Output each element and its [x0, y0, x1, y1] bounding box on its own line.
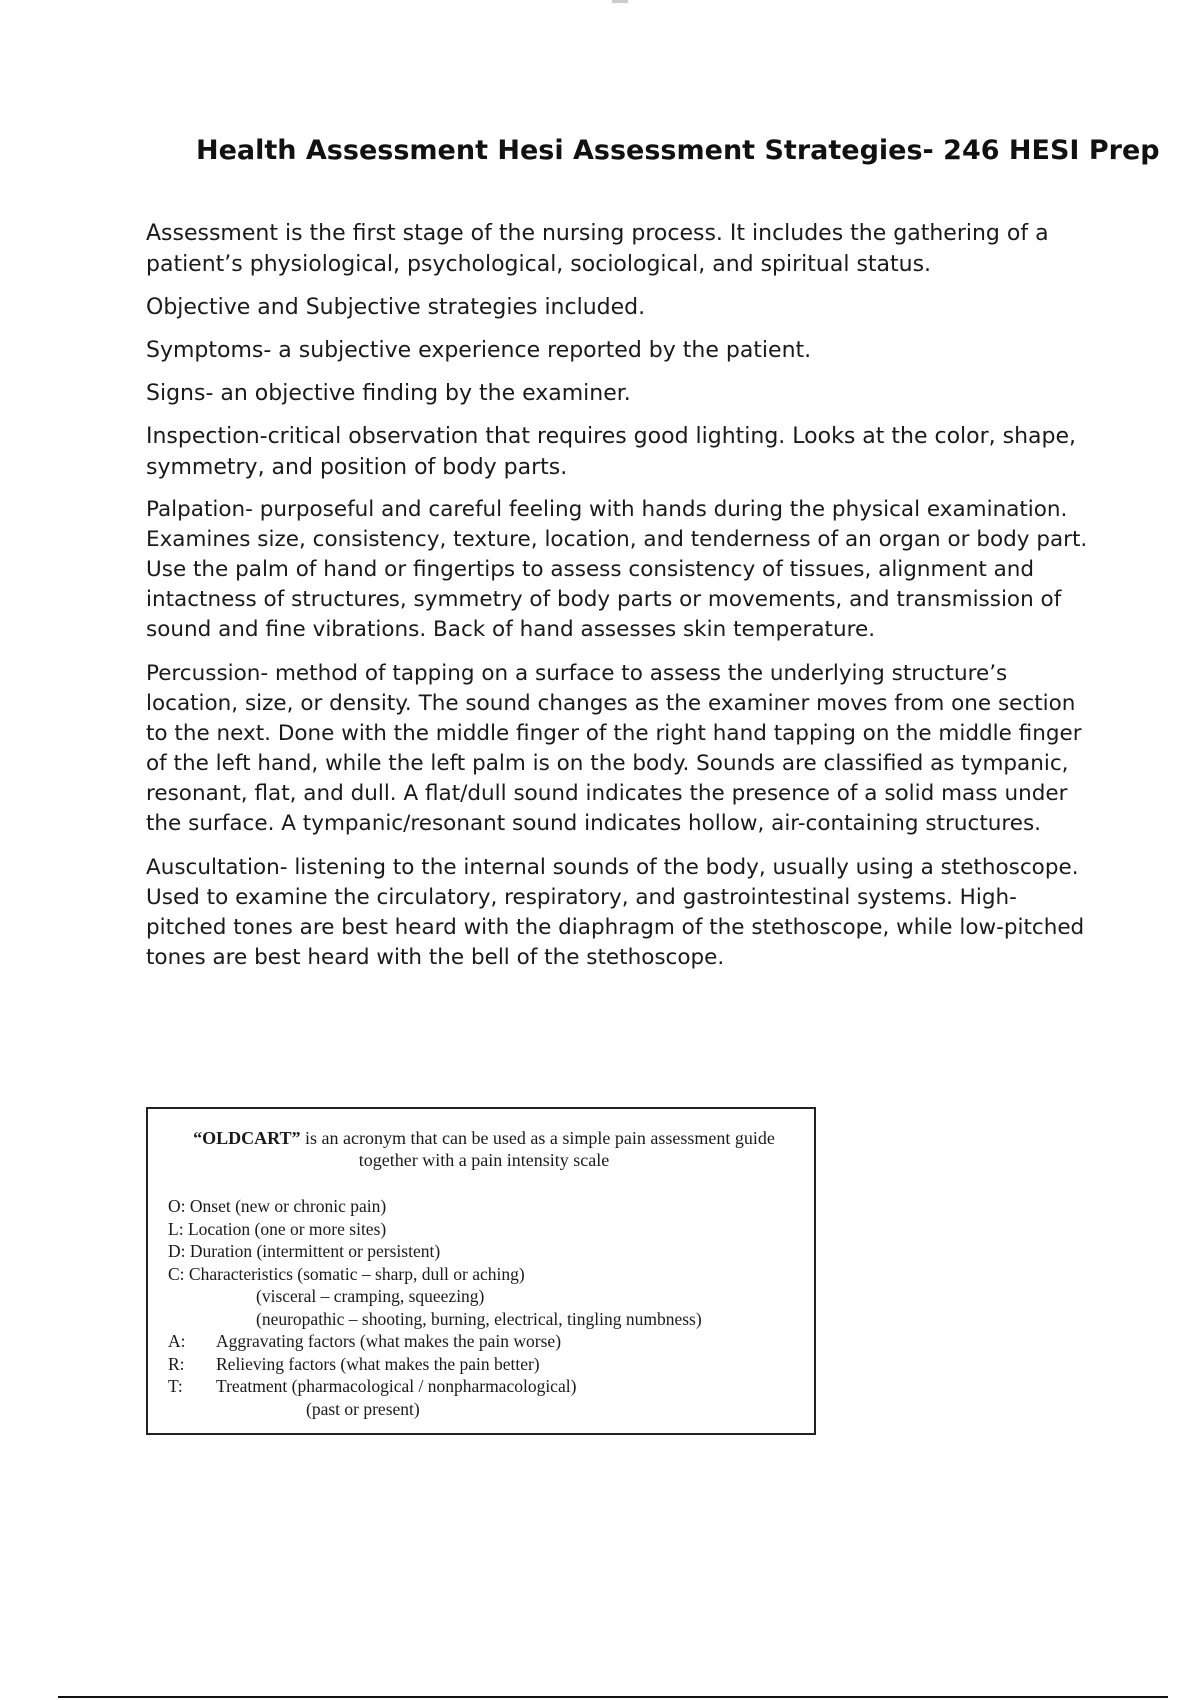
paragraph-auscultation: Auscultation- listening to the internal sounds of the body, usually using a stethoscope. Used to examine the circulatory, respiratory, and gastrointestinal systems. High-pitched tones are best heard with the diaphragm of the stethoscope, while low-pitched tones are best heard with the bell of the stethoscope.: [146, 855, 1085, 970]
page-bottom-rule: [58, 1696, 1168, 1698]
oldcart-characteristics-visceral: (visceral – cramping, squeezing): [256, 1286, 485, 1306]
oldcart-item-text: Relieving factors (what makes the pain better): [216, 1353, 540, 1374]
paragraph-percussion: Percussion- method of tapping on a surface to assess the underlying structure’s location, size, or density. The sound changes as the examiner moves from one section to the next. Done with the middle finger of the right hand tapping on the middle finger of the left hand, while the left palm is on the body. Sounds are classified as tympanic, resonant, flat, and dull. A flat/dull sound indicates the presence of a solid mass under the surface. A tympanic/resonant sound indicates hollow, air-containing structures.: [146, 661, 1082, 836]
page-top-mark: [612, 0, 628, 3]
oldcart-letter: A:: [168, 1331, 186, 1351]
oldcart-item-relieving: [168, 1353, 800, 1376]
oldcart-item-text: Location (one or more sites): [187, 1218, 387, 1239]
oldcart-item-onset: [168, 1195, 800, 1218]
oldcart-item-text: Characteristics (somatic – sharp, dull or aching): [188, 1263, 525, 1284]
oldcart-treatment-timing: (past or present): [306, 1398, 420, 1419]
paragraph-inspection: Inspection-critical observation that requires good lighting. Looks at the color, shape, symmetry, and position of body parts.: [146, 424, 1077, 480]
oldcart-acronym: “OLDCART”: [193, 1128, 301, 1148]
oldcart-item-text: Duration (intermittent or persistent): [189, 1241, 441, 1261]
oldcart-intro-text: is an acronym that can be used as a simple pain assessment guide: [300, 1128, 775, 1148]
oldcart-item-aggravating: [168, 1330, 800, 1353]
oldcart-item-text: Onset (new or chronic pain): [189, 1196, 387, 1216]
oldcart-letter: C:: [168, 1263, 185, 1284]
oldcart-list: [168, 1195, 800, 1420]
document-body: [146, 218, 1090, 987]
oldcart-intro: [168, 1127, 800, 1171]
oldcart-letter: T:: [168, 1376, 183, 1396]
paragraph-symptoms: Symptoms- a subjective experience reported by the patient.: [146, 338, 812, 363]
oldcart-item-location: [168, 1218, 800, 1241]
oldcart-item-text: Aggravating factors (what makes the pain worse): [216, 1331, 562, 1351]
paragraph-palpation: Palpation- purposeful and careful feeling with hands during the physical examination. Examines size, consistency, texture, location, and tenderness of an organ or body part. Use the palm of hand or fingertips to assess consistency of tissues, alignment and intactness of structures, symmetry of body parts or movements, and transmission of sound and fine vibrations. Back of hand assesses skin temperature.: [146, 497, 1088, 642]
oldcart-letter: R:: [168, 1353, 185, 1374]
oldcart-item-duration: [168, 1240, 800, 1263]
page-title: Health Assessment Hesi Assessment Strategies- 246 HESI Prep: [196, 135, 1160, 166]
paragraph-strategies: Objective and Subjective strategies included.: [146, 295, 646, 320]
oldcart-item-treatment: [168, 1375, 800, 1398]
oldcart-characteristics-neuropathic: (neuropathic – shooting, burning, electrical, tingling numbness): [256, 1308, 702, 1329]
paragraph-assessment: Assessment is the first stage of the nursing process. It includes the gathering of a patient’s physiological, psychological, sociological, and spiritual status.: [146, 221, 1049, 277]
oldcart-intro-line2: together with a pain intensity scale: [358, 1150, 610, 1170]
oldcart-letter: L:: [168, 1218, 184, 1239]
oldcart-letter: D:: [168, 1241, 186, 1261]
oldcart-item-characteristics: [168, 1263, 800, 1286]
paragraph-signs: Signs- an objective finding by the examiner.: [146, 381, 631, 406]
oldcart-box: [146, 1107, 816, 1435]
oldcart-letter: O:: [168, 1196, 186, 1216]
oldcart-item-text: Treatment (pharmacological / nonpharmacological): [216, 1376, 577, 1396]
